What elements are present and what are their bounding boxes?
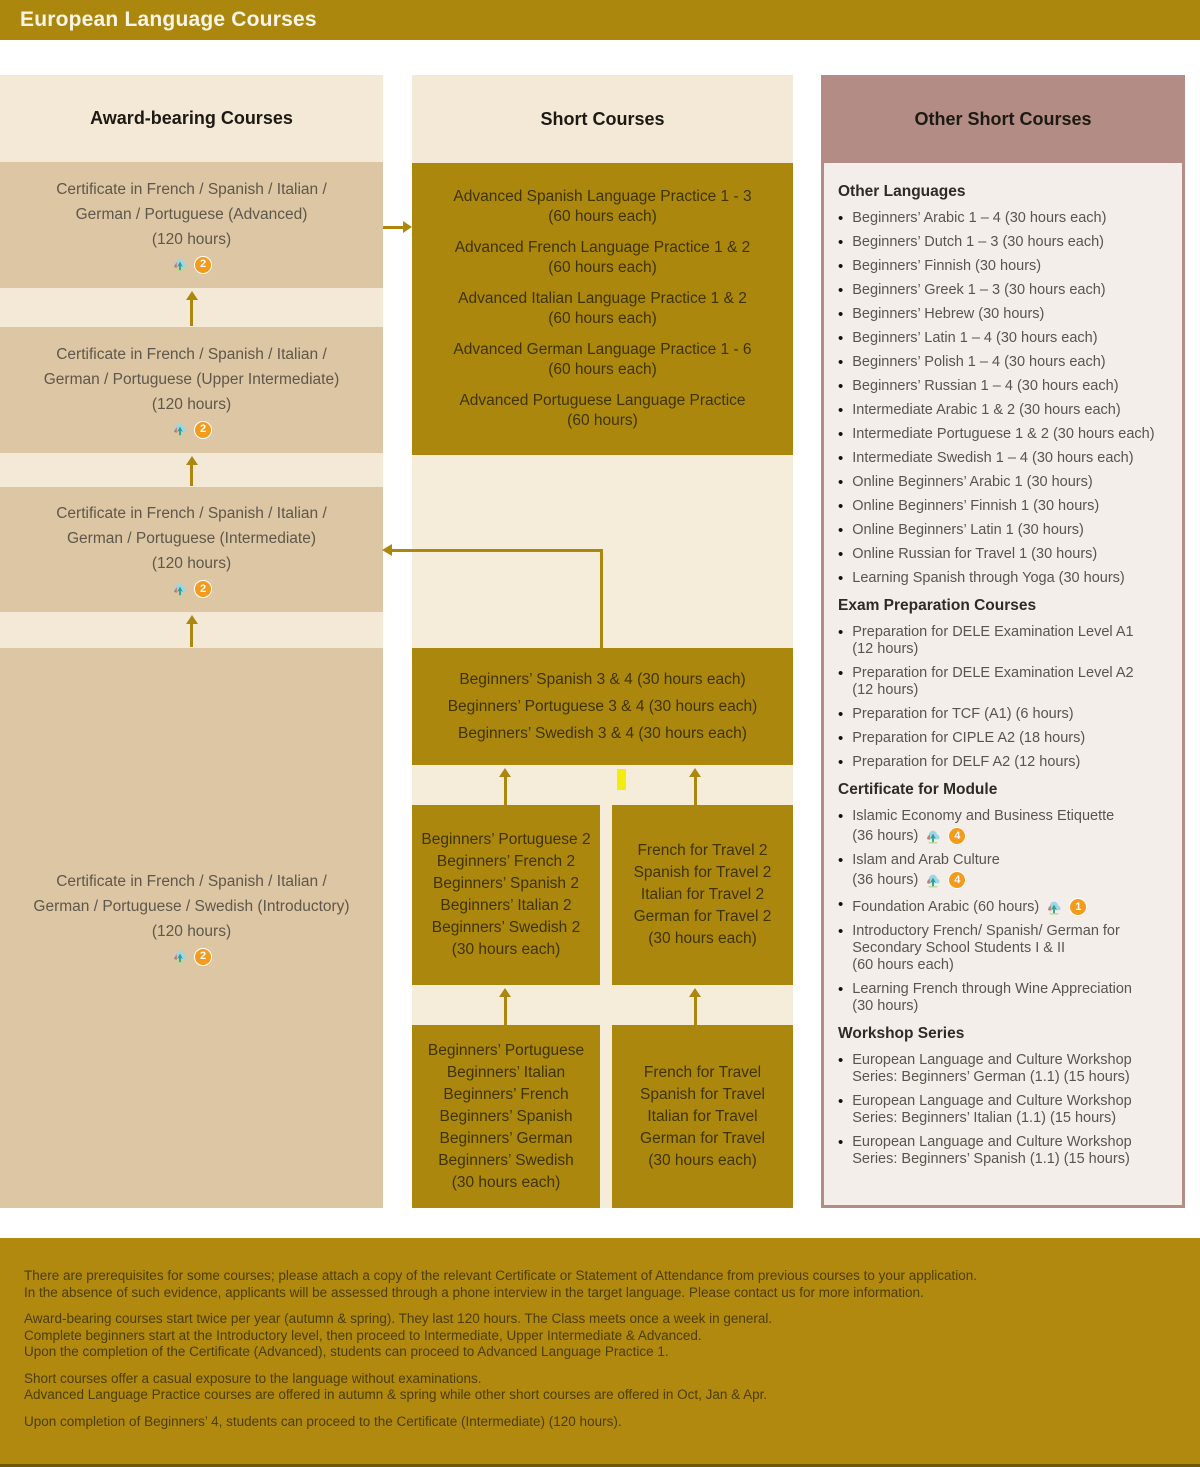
course-line: Intermediate Swedish 1 – 4 (30 hours each) xyxy=(852,450,1134,466)
course-line: (60 hours each) xyxy=(852,957,954,973)
course-entry xyxy=(412,289,793,329)
bullet-icon: • xyxy=(838,706,844,723)
award-column-title: Award-bearing Courses xyxy=(90,108,293,128)
award-bearing-column xyxy=(0,75,383,1208)
course-line: Beginners’ Polish 1 – 4 (30 hours each) xyxy=(852,354,1106,370)
other-courses-panel xyxy=(821,163,1185,1208)
course-line: Beginners’ Swedish xyxy=(438,1151,574,1169)
course-line: European Language and Culture Workshop xyxy=(852,1134,1132,1150)
course-text xyxy=(852,1093,1131,1127)
count-badge: 2 xyxy=(194,948,212,966)
bullet-icon: • xyxy=(838,546,844,563)
bullet-icon: • xyxy=(838,402,844,419)
course-line: Online Russian for Travel 1 (30 hours) xyxy=(852,546,1098,562)
footer-line: Complete beginners start at the Introductory level, then proceed to Intermediate, Upper Intermediate & Advanced. xyxy=(24,1327,702,1343)
course-line: Beginners’ Greek 1 – 3 (30 hours each) xyxy=(852,282,1106,298)
course-line: Beginners’ Swedish 2 xyxy=(431,919,581,936)
bullet-icon: • xyxy=(838,1134,844,1151)
tree-icon xyxy=(171,582,189,597)
cert-box-upper-intermediate xyxy=(0,327,383,453)
course-title: Advanced Portuguese Language Practice xyxy=(459,392,746,409)
course-line: Beginners’ Russian 1 – 4 (30 hours each) xyxy=(852,378,1119,394)
course-line: German for Travel xyxy=(640,1129,765,1147)
course-line: Preparation for CIPLE A2 (18 hours) xyxy=(852,730,1086,746)
course-line: (12 hours) xyxy=(852,682,919,698)
course-text xyxy=(852,706,1073,723)
course-title: Advanced Spanish Language Practice 1 - 3 xyxy=(453,188,752,205)
tree-icon xyxy=(924,829,942,844)
cert-title-line: (120 hours) xyxy=(151,555,232,572)
cert-title-line: (120 hours) xyxy=(151,395,232,413)
course-item xyxy=(838,378,1174,395)
other-column-header xyxy=(821,75,1185,163)
course-line: (12 hours) xyxy=(852,641,919,657)
course-line: (30 hours each) xyxy=(648,930,757,947)
footer-paragraph xyxy=(24,1371,1180,1404)
course-text xyxy=(852,624,1133,658)
cert-title-line: Certificate in French / Spanish / Italian / xyxy=(56,180,327,198)
course-item xyxy=(838,258,1174,275)
course-line: French for Travel xyxy=(643,1063,762,1081)
course-line: Beginners’ Finnish (30 hours) xyxy=(852,258,1042,274)
credit-indicator xyxy=(171,421,212,439)
course-line: Beginners’ Portuguese 2 xyxy=(421,831,591,848)
short-column-header xyxy=(412,75,793,163)
course-text xyxy=(852,1052,1131,1086)
course-text xyxy=(852,306,1044,323)
award-column-header xyxy=(0,75,383,162)
tree-icon xyxy=(1045,900,1063,915)
page-title-bar xyxy=(0,0,1200,40)
course-text xyxy=(852,426,1154,443)
course-item xyxy=(838,981,1174,1015)
credit-indicator xyxy=(171,948,212,966)
course-line: Beginners’ German xyxy=(439,1129,573,1147)
beginners-2-box xyxy=(412,805,600,985)
course-text xyxy=(852,282,1105,299)
course-line: Online Beginners’ Finnish 1 (30 hours) xyxy=(852,498,1100,514)
footer-paragraph xyxy=(24,1311,1180,1361)
course-entry xyxy=(412,391,793,431)
course-line: Italian for Travel xyxy=(647,1107,758,1125)
course-line: Preparation for DELF A2 (12 hours) xyxy=(852,754,1081,770)
bullet-icon: • xyxy=(838,1093,844,1110)
footer-notes xyxy=(0,1238,1200,1467)
bullet-icon: • xyxy=(838,665,844,682)
advanced-practice-box xyxy=(412,163,793,455)
course-item xyxy=(838,706,1174,723)
course-line: Learning French through Wine Appreciation xyxy=(852,981,1132,997)
cert-title-line: German / Portuguese (Intermediate) xyxy=(67,530,316,547)
footer-line: In the absence of such evidence, applicants will be assessed through a phone interview in the target language. Please contact us for more information. xyxy=(24,1284,924,1300)
course-line: Preparation for TCF (A1) (6 hours) xyxy=(852,706,1074,722)
course-line: Islam and Arab Culture xyxy=(852,852,1000,868)
course-line: Intermediate Portuguese 1 & 2 (30 hours each) xyxy=(852,426,1155,442)
section-heading: Other Languages xyxy=(838,183,966,200)
course-list xyxy=(838,210,1174,587)
course-item xyxy=(838,306,1174,323)
course-hours: (60 hours each) xyxy=(548,310,657,327)
course-item xyxy=(838,808,1174,845)
course-line: Online Beginners’ Latin 1 (30 hours) xyxy=(852,522,1084,538)
bullet-icon: • xyxy=(838,896,844,913)
bullet-icon: • xyxy=(838,450,844,467)
course-hours: (36 hours) xyxy=(852,871,919,888)
course-item xyxy=(838,546,1174,563)
course-line: Beginners’ Portuguese xyxy=(427,1041,585,1059)
count-badge: 2 xyxy=(194,580,212,598)
course-item xyxy=(838,282,1174,299)
count-badge: 2 xyxy=(194,256,212,274)
course-text xyxy=(852,852,1000,889)
course-title: Advanced German Language Practice 1 - 6 xyxy=(453,341,752,358)
course-item xyxy=(838,498,1174,515)
footer-line: Upon completion of Beginners’ 4, students can proceed to the Certificate (Intermediate) (120 hours). xyxy=(24,1413,622,1429)
footer-line: Advanced Language Practice courses are offered in autumn & spring while other short courses are offered in Oct, Jan & Apr. xyxy=(24,1387,768,1402)
course-line: Series: Beginners’ German (1.1) (15 hours) xyxy=(852,1069,1130,1085)
course-line: Beginners’ Spanish 2 xyxy=(433,875,579,892)
short-column-title: Short Courses xyxy=(540,108,665,129)
travel-2-box xyxy=(612,805,793,985)
course-item xyxy=(838,330,1174,347)
footer-line: Award-bearing courses start twice per year (autumn & spring). They last 120 hours. The Class meets once a week in general. xyxy=(24,1311,773,1326)
course-item xyxy=(838,426,1174,443)
bullet-icon: • xyxy=(838,354,844,371)
up-arrow-icon xyxy=(186,612,198,648)
course-item xyxy=(838,624,1174,658)
course-text xyxy=(852,210,1106,227)
course-item xyxy=(838,852,1174,889)
footer-paragraph xyxy=(24,1414,1180,1431)
bullet-icon: • xyxy=(838,234,844,251)
progression-separator xyxy=(0,453,383,487)
course-line: Beginners’ French 2 xyxy=(436,853,576,870)
course-item xyxy=(838,923,1174,974)
level2-row xyxy=(412,805,793,985)
cert-box-advanced xyxy=(0,162,383,288)
cert-title-line: (120 hours) xyxy=(151,230,232,248)
bullet-icon: • xyxy=(838,852,844,869)
course-line: Spanish for Travel 2 xyxy=(633,864,772,881)
course-line: (30 hours each) xyxy=(451,941,561,958)
course-line xyxy=(852,898,1087,916)
cert-title-line: (120 hours) xyxy=(151,922,232,940)
course-line: Islamic Economy and Business Etiquette xyxy=(852,808,1115,824)
course-item xyxy=(838,522,1174,539)
course-item xyxy=(838,1093,1174,1127)
course-item xyxy=(838,354,1174,371)
course-line: Beginners’ Spanish xyxy=(439,1107,573,1125)
course-hours: (60 hours each) xyxy=(548,208,657,225)
course-text xyxy=(852,808,1114,845)
travel-1-box xyxy=(612,1025,793,1208)
connector-line-vertical xyxy=(600,549,603,648)
course-line: Series: Beginners’ Spanish (1.1) (15 hours) xyxy=(852,1151,1130,1167)
course-text xyxy=(852,402,1120,419)
section-heading: Exam Preparation Courses xyxy=(838,597,1037,614)
course-item xyxy=(838,730,1174,747)
up-arrow-icon xyxy=(186,453,198,487)
course-hours: Foundation Arabic (60 hours) xyxy=(852,898,1040,915)
course-line: Beginners’ Italian xyxy=(446,1063,566,1081)
cert-title-line: German / Portuguese / Swedish (Introductory) xyxy=(33,897,350,915)
bullet-icon: • xyxy=(838,330,844,347)
course-line: Italian for Travel 2 xyxy=(640,886,765,903)
beginners-1-box xyxy=(412,1025,600,1208)
tree-icon xyxy=(171,257,189,272)
bullet-icon: • xyxy=(838,754,844,771)
section-heading: Workshop Series xyxy=(838,1025,965,1042)
up-arrow-icon xyxy=(688,988,702,1025)
course-text xyxy=(852,474,1092,491)
course-text xyxy=(852,923,1120,974)
course-text xyxy=(852,896,1087,916)
course-title: Advanced French Language Practice 1 & 2 xyxy=(454,239,751,256)
course-line: European Language and Culture Workshop xyxy=(852,1093,1132,1109)
course-item xyxy=(838,210,1174,227)
course-text xyxy=(852,546,1097,563)
right-arrow-connector xyxy=(383,221,412,234)
course-item xyxy=(838,896,1174,916)
course-line: Introductory French/ Spanish/ German for xyxy=(852,923,1120,939)
course-item xyxy=(838,1134,1174,1168)
course-line: Beginners’ Dutch 1 – 3 (30 hours each) xyxy=(852,234,1105,250)
course-item xyxy=(838,234,1174,251)
course-text xyxy=(852,665,1133,699)
course-line: Online Beginners’ Arabic 1 (30 hours) xyxy=(852,474,1093,490)
other-short-courses-column xyxy=(821,75,1185,1208)
left-arrowhead-icon xyxy=(382,544,392,556)
course-line: Secondary School Students I & II xyxy=(852,940,1066,956)
course-text xyxy=(852,981,1132,1015)
bullet-icon: • xyxy=(838,981,844,998)
course-entry xyxy=(412,187,793,227)
course-line: (30 hours) xyxy=(852,998,919,1014)
course-line: Beginners’ Spanish 3 & 4 (30 hours each) xyxy=(459,671,746,688)
course-line: Beginners’ French xyxy=(443,1085,569,1103)
course-item xyxy=(838,754,1174,771)
cert-box-introductory xyxy=(0,648,383,1208)
course-line: Preparation for DELE Examination Level A1 xyxy=(852,624,1134,640)
section-heading: Certificate for Module xyxy=(838,781,998,798)
course-line: (30 hours each) xyxy=(451,1173,561,1191)
course-line xyxy=(852,871,1000,889)
credit-indicator xyxy=(171,256,212,274)
bullet-icon: • xyxy=(838,498,844,515)
cert-title-line: German / Portuguese (Upper Intermediate) xyxy=(43,370,340,388)
bullet-icon: • xyxy=(838,624,844,641)
course-entry xyxy=(412,340,793,380)
cert-title-line: Certificate in French / Spanish / Italian / xyxy=(56,872,327,890)
count-badge: 4 xyxy=(948,827,966,845)
course-line: (30 hours each) xyxy=(648,1151,757,1169)
course-list xyxy=(838,1052,1174,1168)
course-title: Advanced Italian Language Practice 1 & 2 xyxy=(458,290,747,307)
course-line: Beginners’ Arabic 1 – 4 (30 hours each) xyxy=(852,210,1107,226)
course-text xyxy=(852,522,1084,539)
course-line: European Language and Culture Workshop xyxy=(852,1052,1132,1068)
cert-title-line: Certificate in French / Spanish / Italian / xyxy=(56,505,327,522)
course-item xyxy=(838,402,1174,419)
bullet-icon: • xyxy=(838,426,844,443)
course-text xyxy=(852,730,1085,747)
course-line: Beginners’ Portuguese 3 & 4 (30 hours each) xyxy=(447,698,758,715)
course-line: Intermediate Arabic 1 & 2 (30 hours each) xyxy=(852,402,1121,418)
cert-title-line: Certificate in French / Spanish / Italian / xyxy=(56,345,327,363)
footer-line: Upon the completion of the Certificate (Advanced), students can proceed to Advanced Language Practice 1. xyxy=(24,1344,669,1359)
course-hours: (60 hours each) xyxy=(548,361,657,378)
course-list xyxy=(838,624,1174,771)
course-line: Series: Beginners’ Italian (1.1) (15 hours) xyxy=(852,1110,1117,1126)
bullet-icon: • xyxy=(838,923,844,940)
up-arrow-icon xyxy=(688,768,702,805)
course-item xyxy=(838,450,1174,467)
beginners-3-4-box xyxy=(412,648,793,765)
course-text xyxy=(852,354,1105,371)
cert-box-intermediate xyxy=(0,487,383,612)
highlight-mark xyxy=(617,769,626,790)
course-item xyxy=(838,1052,1174,1086)
footer-line: There are prerequisites for some courses; please attach a copy of the relevant Certificate or Statement of Attendance from previous courses to your application. xyxy=(24,1268,977,1283)
bullet-icon: • xyxy=(838,1052,844,1069)
count-badge: 4 xyxy=(948,871,966,889)
bullet-icon: • xyxy=(838,210,844,227)
bullet-icon: • xyxy=(838,306,844,323)
course-text xyxy=(852,570,1124,587)
course-item xyxy=(838,665,1174,699)
count-badge: 1 xyxy=(1069,898,1087,916)
course-text xyxy=(852,498,1099,515)
course-hours: (60 hours each) xyxy=(548,259,657,276)
progression-gap xyxy=(412,985,793,1025)
progression-separator xyxy=(0,612,383,648)
course-line: Spanish for Travel xyxy=(640,1085,765,1103)
course-text xyxy=(852,234,1104,251)
tree-icon xyxy=(171,949,189,964)
bullet-icon: • xyxy=(838,378,844,395)
course-text xyxy=(852,330,1097,347)
tree-icon xyxy=(171,422,189,437)
course-hours: (60 hours) xyxy=(567,412,638,429)
course-entry xyxy=(412,238,793,278)
course-text xyxy=(852,258,1041,275)
course-text xyxy=(852,450,1133,467)
course-text xyxy=(852,378,1118,395)
course-line: Beginners’ Swedish 3 & 4 (30 hours each) xyxy=(458,725,747,742)
bullet-icon: • xyxy=(838,474,844,491)
up-arrow-icon xyxy=(498,988,512,1025)
cert-title-line: German / Portuguese (Advanced) xyxy=(75,205,308,223)
tree-icon xyxy=(924,873,942,888)
footer-paragraph xyxy=(24,1268,1180,1301)
course-hours: (36 hours) xyxy=(852,827,919,844)
bullet-icon: • xyxy=(838,570,844,587)
course-line: German for Travel 2 xyxy=(633,908,772,925)
course-line: French for Travel 2 xyxy=(637,842,768,859)
course-line: Learning Spanish through Yoga (30 hours) xyxy=(852,570,1125,586)
bullet-icon: • xyxy=(838,522,844,539)
course-line: Beginners’ Hebrew (30 hours) xyxy=(852,306,1045,322)
course-line xyxy=(852,827,1114,845)
credit-indicator xyxy=(171,580,212,598)
bullet-icon: • xyxy=(838,730,844,747)
course-line: Beginners’ Latin 1 – 4 (30 hours each) xyxy=(852,330,1098,346)
bullet-icon: • xyxy=(838,808,844,825)
course-list xyxy=(838,808,1174,1015)
course-item xyxy=(838,474,1174,491)
bullet-icon: • xyxy=(838,258,844,275)
up-arrow-icon xyxy=(186,288,198,327)
course-text xyxy=(852,1134,1131,1168)
footer-line: Short courses offer a casual exposure to the language without examinations. xyxy=(24,1370,482,1386)
course-line: Preparation for DELE Examination Level A2 xyxy=(852,665,1134,681)
bullet-icon: • xyxy=(838,282,844,299)
count-badge: 2 xyxy=(194,421,212,439)
up-arrow-icon xyxy=(498,768,512,805)
progression-separator xyxy=(0,288,383,327)
course-text xyxy=(852,754,1080,771)
course-line: Beginners’ Italian 2 xyxy=(440,897,572,914)
progression-gap xyxy=(412,765,793,805)
connector-line-horizontal xyxy=(392,549,603,552)
level1-row xyxy=(412,1025,793,1208)
other-column-title: Other Short Courses xyxy=(914,108,1092,129)
course-item xyxy=(838,570,1174,587)
page-title: European Language Courses xyxy=(20,8,317,31)
